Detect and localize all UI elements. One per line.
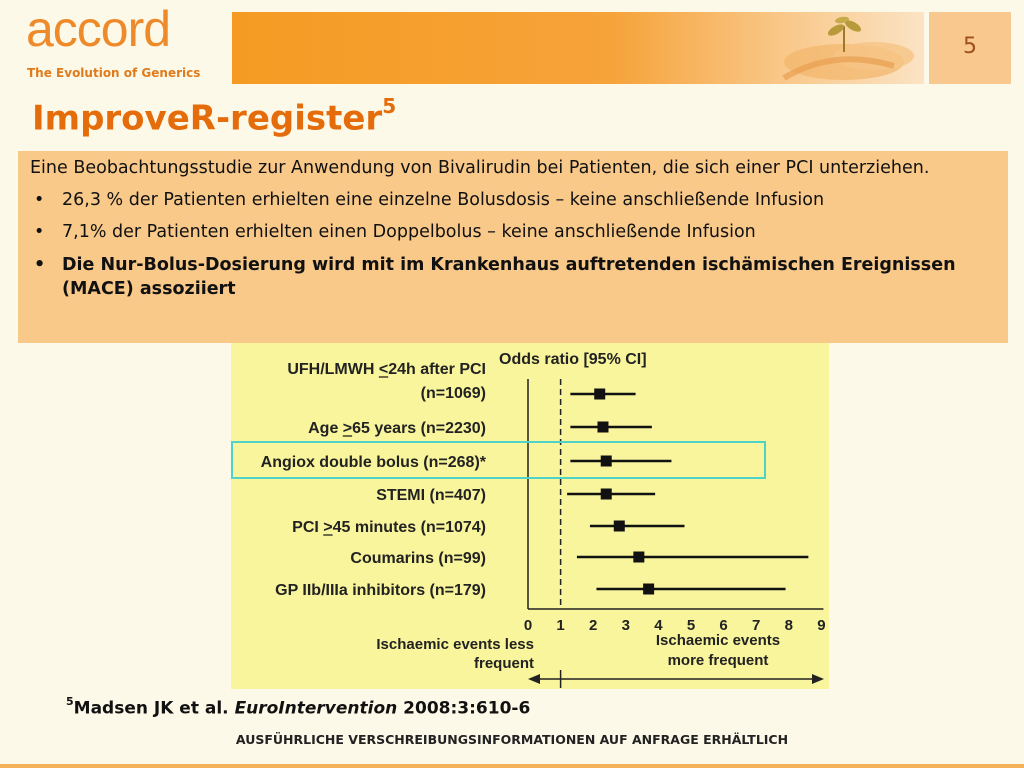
- footer-disclaimer: AUSFÜHRLICHE VERSCHREIBUNGSINFORMATIONEN AUF ANFRAGE ERHÄLTLICH: [235, 732, 789, 747]
- bullet-text: Die Nur-Bolus-Dosierung wird mit im Krankenhaus auftretenden ischämischen Ereignissen (MACE) assoziiert: [62, 254, 956, 299]
- reference-citation: [66, 697, 530, 719]
- title-text: ImproveR-register: [32, 98, 383, 139]
- accord-logo: [24, 1, 229, 86]
- x-tick-label: 1: [556, 617, 565, 634]
- chart-title: Odds ratio [95% CI]: [499, 351, 647, 368]
- row-label: Coumarins (n=99): [350, 550, 486, 567]
- logo-tagline: The Evolution of Generics: [27, 66, 201, 80]
- right-annotation: Ischaemic events: [655, 632, 781, 649]
- reference-details: 2008:3:610-6: [397, 698, 531, 719]
- row-label: (n=1069): [420, 385, 486, 402]
- x-tick-label: 0: [523, 617, 533, 634]
- reference-marker: 5: [66, 695, 74, 708]
- row-label: Age >65 years (n=2230): [308, 420, 486, 437]
- odds-ratio-marker: [614, 521, 625, 532]
- bullet-text: 26,3 % der Patienten erhielten eine einzelne Bolusdosis – keine anschließende Infusion: [62, 189, 825, 210]
- row-label: GP IIb/IIIa inhibitors (n=179): [275, 582, 486, 599]
- right-annotation: more frequent: [667, 652, 769, 669]
- bullet-marker: •: [34, 222, 45, 242]
- odds-ratio-marker: [597, 422, 608, 433]
- bullet-item-key-finding: [30, 253, 998, 302]
- bullet-item: [30, 220, 998, 245]
- intro-paragraph: Eine Beobachtungsstudie zur Anwendung von Bivalirudin bei Patienten, die sich einer PCI unterziehen.: [30, 158, 930, 178]
- hands-plant-icon: [724, 12, 924, 84]
- reference-journal: EuroIntervention: [234, 698, 398, 719]
- odds-ratio-marker: [601, 456, 612, 467]
- bullet-marker: •: [34, 189, 45, 210]
- reference-authors: Madsen JK et al.: [73, 698, 235, 719]
- title-footnote-marker: 5: [382, 94, 397, 118]
- bullet-list: [30, 188, 998, 302]
- x-tick-label: 9: [817, 617, 826, 634]
- x-tick-label: 5: [686, 617, 696, 634]
- forest-plot-svg: [231, 343, 829, 689]
- bullet-marker: •: [34, 254, 46, 275]
- odds-ratio-marker: [643, 584, 654, 595]
- x-tick-label: 4: [654, 617, 663, 634]
- page-number: 5: [963, 34, 977, 59]
- odds-ratio-marker: [633, 552, 644, 563]
- arrow-right-head: [812, 674, 824, 684]
- row-label: UFH/LMWH <24h after PCI: [287, 361, 486, 378]
- row-label: PCI >45 minutes (n=1074): [292, 519, 486, 536]
- x-tick-label: 8: [784, 617, 793, 634]
- bullet-text: 7,1% der Patienten erhielten einen Doppelbolus – keine anschließende Infusion: [62, 222, 756, 242]
- forest-plot: [231, 343, 829, 689]
- left-annotation: frequent: [474, 655, 534, 672]
- odds-ratio-marker: [594, 389, 605, 400]
- x-tick-label: 2: [589, 617, 598, 634]
- bottom-rule: [0, 764, 1024, 768]
- page-number-box: [929, 12, 1011, 84]
- header-banner: [232, 12, 924, 84]
- summary-box: [18, 151, 1008, 343]
- slide-title: [32, 94, 397, 139]
- logo-wordmark: accord: [26, 1, 171, 57]
- x-tick-label: 6: [719, 617, 728, 634]
- left-annotation: Ischaemic events less: [376, 636, 534, 653]
- bullet-item: [30, 188, 998, 213]
- row-label: Angiox double bolus (n=268)*: [260, 454, 486, 471]
- x-tick-label: 7: [752, 617, 761, 634]
- odds-ratio-marker: [601, 489, 612, 500]
- x-tick-label: 3: [621, 617, 630, 634]
- row-label: STEMI (n=407): [376, 487, 486, 504]
- arrow-left-head: [528, 674, 540, 684]
